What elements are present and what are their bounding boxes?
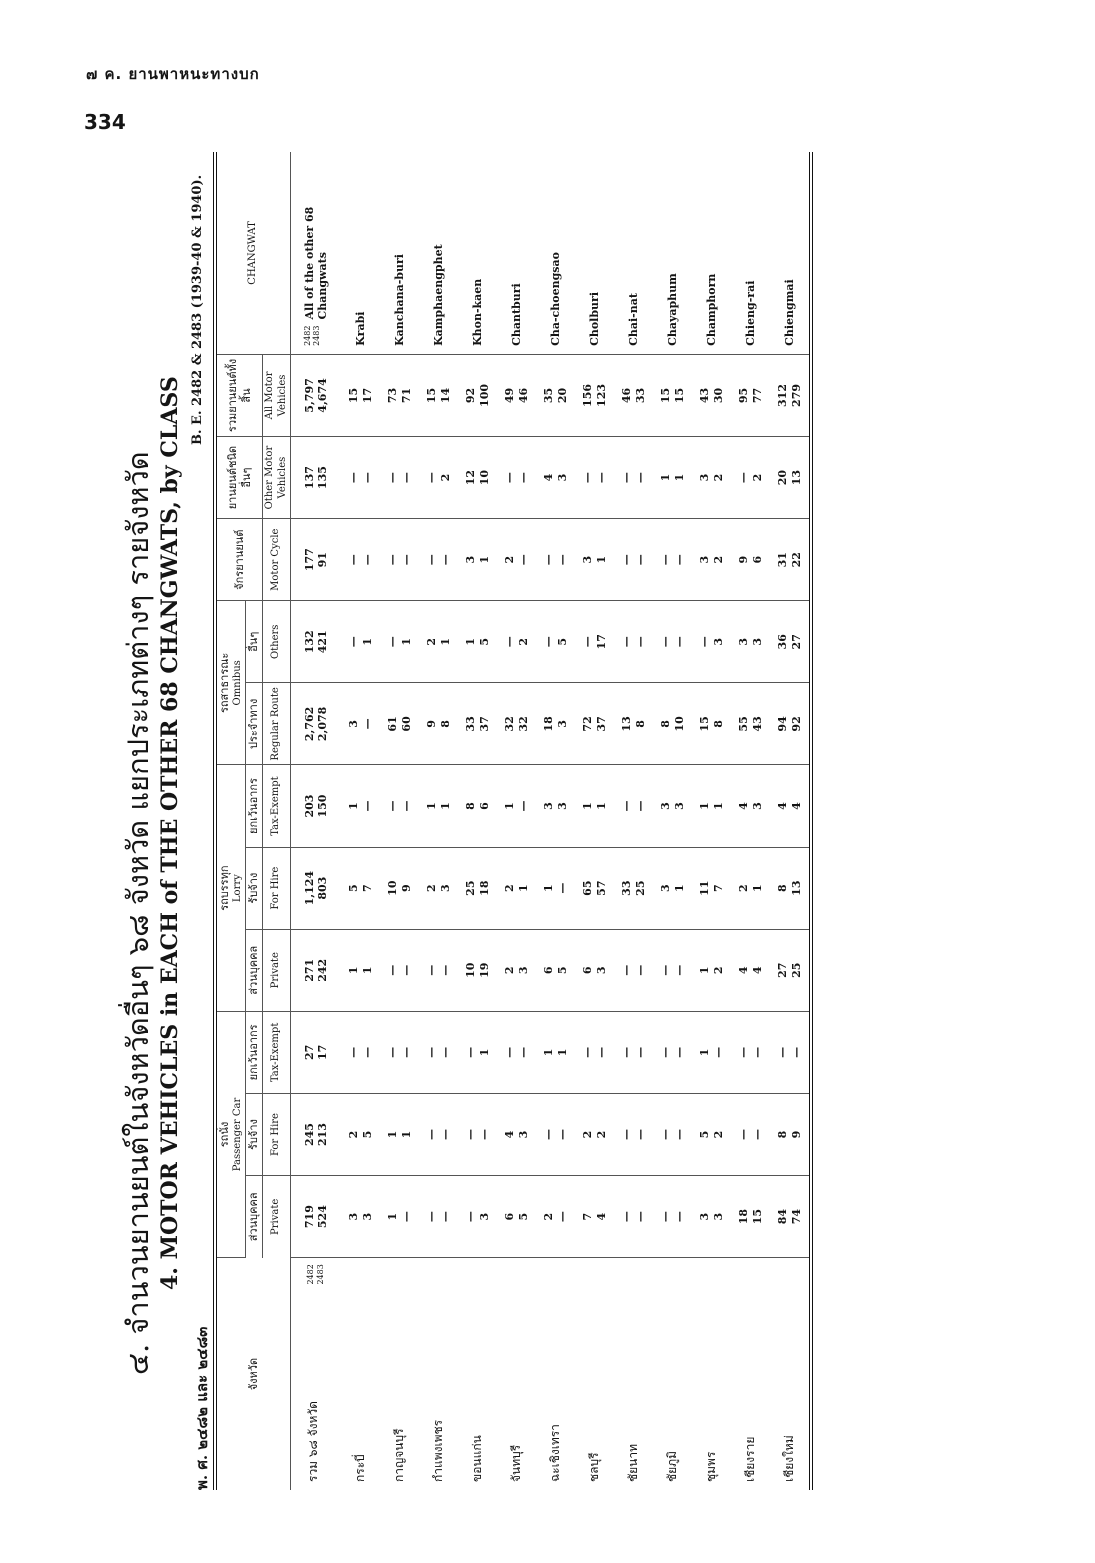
header-lorry: รถบรรทุก Lorry	[215, 765, 246, 1011]
header-other-motor-english: Other Motor Vehicles	[263, 437, 291, 519]
value-cell: 15 17	[341, 354, 380, 436]
value-cell: — —	[614, 1011, 653, 1093]
value-cell: — —	[536, 519, 575, 601]
value-cell: — —	[458, 1093, 497, 1175]
value-cell: 46 33	[614, 354, 653, 436]
value-cell: — —	[575, 1011, 614, 1093]
header-pc-for-hire-english: For Hire	[263, 1093, 291, 1175]
changwat-thai: กำแพงเพชร	[431, 1419, 446, 1482]
value-cell: 1,124 803	[291, 847, 342, 929]
value-cell: 8 6	[458, 765, 497, 847]
changwat-english: Kamphaengphet	[419, 152, 458, 354]
value-cell: 33 25	[614, 847, 653, 929]
value-cell: 4 3	[731, 765, 770, 847]
page-number: 334	[84, 110, 126, 134]
changwat-english: Chiengmai	[770, 152, 811, 354]
value-cell: 4 4	[770, 765, 811, 847]
value-cell: 5 7	[341, 847, 380, 929]
value-cell: 55 43	[731, 683, 770, 765]
value-cell: — —	[614, 1093, 653, 1175]
value-cell: — —	[536, 1093, 575, 1175]
value-cell: 20 13	[770, 437, 811, 519]
header-all-motor-english: All Motor Vehicles	[263, 354, 291, 436]
value-cell: — —	[653, 519, 692, 601]
value-cell: — 1	[458, 1011, 497, 1093]
header-lorry-tax-exempt-english: Tax-Exempt	[263, 765, 291, 847]
value-cell: 2 5	[341, 1093, 380, 1175]
header-pc-tax-exempt-english: Tax-Exempt	[263, 1011, 291, 1093]
header-others-thai: อื่นๆ	[246, 601, 263, 683]
value-cell: 25 18	[458, 847, 497, 929]
value-cell: 3 —	[341, 683, 380, 765]
value-cell: 1 1	[419, 765, 458, 847]
table-row	[458, 152, 497, 1490]
header-pc-for-hire-thai: รับจ้าง	[246, 1093, 263, 1175]
value-cell: 177 91	[291, 519, 342, 601]
rotated-table-page	[115, 150, 975, 1490]
value-cell: 2 1	[419, 601, 458, 683]
value-cell: — —	[614, 437, 653, 519]
value-cell: 1 2	[692, 929, 731, 1011]
value-cell: 132 421	[291, 601, 342, 683]
value-cell: 95 77	[731, 354, 770, 436]
changwat-thai: กาญจนบุรี	[392, 1428, 407, 1482]
value-cell: 6 5	[536, 929, 575, 1011]
header-changwat-english: CHANGWAT	[215, 152, 291, 354]
changwat-thai: ชัยภูมิ	[665, 1451, 680, 1482]
changwat-english: Cholburi	[575, 152, 614, 354]
header-motor-cycle-thai: จักรยานยนต์	[215, 519, 263, 601]
value-cell: — —	[341, 1011, 380, 1093]
value-cell: 92 100	[458, 354, 497, 436]
value-cell: — —	[653, 1011, 692, 1093]
value-cell: 156 123	[575, 354, 614, 436]
value-cell: 18 3	[536, 683, 575, 765]
value-cell: — —	[380, 929, 419, 1011]
changwat-thai: ชัยนาท	[626, 1443, 641, 1482]
changwat-english: Cha-choengsao	[536, 152, 575, 354]
value-cell: 271 242	[291, 929, 342, 1011]
value-cell: — —	[341, 519, 380, 601]
table-row	[653, 152, 692, 1490]
value-cell: 9 8	[419, 683, 458, 765]
value-cell: 13 8	[614, 683, 653, 765]
changwat-english: Chai-nat	[614, 152, 653, 354]
table-row	[770, 152, 811, 1490]
running-head: ๗ ค. ยานพาหนะทางบก	[86, 65, 260, 83]
header-pc-private-english: Private	[263, 1176, 291, 1258]
value-cell: — 2	[419, 437, 458, 519]
value-cell: 15 15	[653, 354, 692, 436]
header-all-motor-thai: รวมยานยนต์ทั้งสิ้น	[215, 354, 263, 436]
value-cell: 2,762 2,078	[291, 683, 342, 765]
header-regular-route-thai: ประจำทาง	[246, 683, 263, 765]
value-cell: 35 20	[536, 354, 575, 436]
period-english: B. E. 2482 & 2483 (1939-40 & 1940).	[190, 174, 205, 445]
value-cell: 203 150	[291, 765, 342, 847]
value-cell: — —	[614, 519, 653, 601]
changwat-english: Champhorn	[692, 152, 731, 354]
changwat-thai: เชียงราย	[743, 1436, 758, 1482]
value-cell: 4 4	[731, 929, 770, 1011]
value-cell: 32 32	[497, 683, 536, 765]
value-cell: 1 1	[692, 765, 731, 847]
changwat-thai: ขอนแก่น	[470, 1435, 485, 1482]
value-cell: — 1	[380, 601, 419, 683]
value-cell: — —	[419, 1176, 458, 1258]
value-cell: 6 5	[497, 1176, 536, 1258]
value-cell: — —	[419, 1093, 458, 1175]
changwat-thai: กระบี่	[353, 1454, 368, 1482]
changwat-english: Khon-kaen	[458, 152, 497, 354]
value-cell: 84 74	[770, 1176, 811, 1258]
table-row	[575, 152, 614, 1490]
header-passenger-car: รถนั่ง Passenger Car	[215, 1011, 246, 1257]
table-row	[614, 152, 653, 1490]
value-cell: 8 9	[770, 1093, 811, 1175]
value-cell: 7 4	[575, 1176, 614, 1258]
value-cell: 4 3	[536, 437, 575, 519]
table-body	[291, 152, 812, 1490]
value-cell: — —	[731, 1011, 770, 1093]
table-row	[380, 152, 419, 1490]
value-cell: 1 1	[536, 1011, 575, 1093]
value-cell: — 1	[341, 601, 380, 683]
header-pc-private-thai: ส่วนบุคคล	[246, 1176, 263, 1258]
value-cell: — —	[614, 765, 653, 847]
value-cell: 18 15	[731, 1176, 770, 1258]
value-cell: — —	[497, 437, 536, 519]
value-cell: 61 60	[380, 683, 419, 765]
header-lorry-for-hire-thai: รับจ้าง	[246, 847, 263, 929]
value-cell: — —	[614, 1176, 653, 1258]
value-cell: — —	[419, 1011, 458, 1093]
period-thai: พ. ศ. ๒๔๘๒ และ ๒๔๘๓	[193, 1326, 211, 1490]
value-cell: 65 57	[575, 847, 614, 929]
changwat-thai: เชียงใหม่	[782, 1435, 797, 1482]
value-cell: — —	[653, 1093, 692, 1175]
value-cell: 73 71	[380, 354, 419, 436]
changwat-english: Krabi	[341, 152, 380, 354]
value-cell: 3 1	[458, 519, 497, 601]
value-cell: — —	[380, 519, 419, 601]
value-cell: — —	[419, 929, 458, 1011]
value-cell: 137 135	[291, 437, 342, 519]
changwat-thai: รวม ๖๘ จังหวัด 2482 2483	[306, 1264, 325, 1482]
value-cell: 3 3	[653, 765, 692, 847]
changwat-thai: จันทบุรี	[509, 1444, 524, 1482]
value-cell: 719 524	[291, 1176, 342, 1258]
value-cell: — —	[731, 1093, 770, 1175]
value-cell: — —	[419, 519, 458, 601]
changwat-thai: ชุมพร	[704, 1451, 719, 1482]
header-lorry-private-thai: ส่วนบุคคล	[246, 929, 263, 1011]
value-cell: 2 1	[497, 847, 536, 929]
changwat-thai: ฉะเชิงเทรา	[548, 1424, 563, 1482]
header-lorry-private-english: Private	[263, 929, 291, 1011]
value-cell: 94 92	[770, 683, 811, 765]
value-cell: 33 37	[458, 683, 497, 765]
header-motor-cycle-english: Motor Cycle	[263, 519, 291, 601]
value-cell: 1 —	[497, 765, 536, 847]
value-cell: — —	[380, 765, 419, 847]
value-cell: 72 37	[575, 683, 614, 765]
value-cell: — —	[497, 1011, 536, 1093]
value-cell: 8 10	[653, 683, 692, 765]
header-lorry-for-hire-english: For Hire	[263, 847, 291, 929]
value-cell: 3 1	[575, 519, 614, 601]
value-cell: 12 10	[458, 437, 497, 519]
value-cell: 8 13	[770, 847, 811, 929]
value-cell: — —	[341, 437, 380, 519]
table-row	[341, 152, 380, 1490]
value-cell: 5,797 4,674	[291, 354, 342, 436]
table-row	[291, 152, 342, 1490]
value-cell: — 5	[536, 601, 575, 683]
value-cell: — —	[575, 437, 614, 519]
table-row	[419, 152, 458, 1490]
value-cell: 1 1	[575, 765, 614, 847]
header-others-english: Others	[263, 601, 291, 683]
value-cell: 10 19	[458, 929, 497, 1011]
value-cell: — 3	[692, 601, 731, 683]
value-cell: 3 2	[692, 437, 731, 519]
value-cell: 31 22	[770, 519, 811, 601]
header-lorry-tax-exempt-thai: ยกเว้นอากร	[246, 765, 263, 847]
year-labels: 2482 2483	[302, 325, 322, 346]
changwat-english: Chayaphum	[653, 152, 692, 354]
value-cell: 11 7	[692, 847, 731, 929]
value-cell: 2 1	[731, 847, 770, 929]
motor-vehicles-table	[213, 152, 813, 1490]
value-cell: 3 3	[692, 1176, 731, 1258]
value-cell: — —	[653, 1176, 692, 1258]
value-cell: — 2	[497, 601, 536, 683]
value-cell: 15 8	[692, 683, 731, 765]
header-changwat-thai: จังหวัด	[215, 1258, 291, 1490]
value-cell: — —	[653, 929, 692, 1011]
value-cell: 3 3	[536, 765, 575, 847]
year-labels: 2482 2483	[306, 1264, 325, 1285]
table-row	[497, 152, 536, 1490]
table-title-english: 4. MOTOR VEHICLES in EACH of THE OTHER 68 CHANGWATS, by CLASS	[157, 376, 183, 1290]
value-cell: 15 14	[419, 354, 458, 436]
value-cell: 245 213	[291, 1093, 342, 1175]
value-cell: — —	[614, 929, 653, 1011]
header-regular-route-english: Regular Route	[263, 683, 291, 765]
value-cell: — —	[653, 601, 692, 683]
value-cell: — 3	[458, 1176, 497, 1258]
value-cell: 1 —	[380, 1176, 419, 1258]
table-row	[692, 152, 731, 1490]
value-cell: — 17	[575, 601, 614, 683]
value-cell: 36 27	[770, 601, 811, 683]
value-cell: 10 9	[380, 847, 419, 929]
value-cell: 3 2	[692, 519, 731, 601]
value-cell: — —	[770, 1011, 811, 1093]
header-other-motor-thai: ยานยนต์ชนิดอื่นๆ	[215, 437, 263, 519]
changwat-english: Chantburi	[497, 152, 536, 354]
value-cell: 27 17	[291, 1011, 342, 1093]
value-cell: 5 2	[692, 1093, 731, 1175]
value-cell: 27 25	[770, 929, 811, 1011]
value-cell: 1 1	[653, 437, 692, 519]
value-cell: 3 3	[341, 1176, 380, 1258]
value-cell: — —	[380, 1011, 419, 1093]
table-row	[731, 152, 770, 1490]
value-cell: 9 6	[731, 519, 770, 601]
value-cell: — —	[380, 437, 419, 519]
header-omnibus: รถสาธารณะ Omnibus	[215, 601, 246, 765]
value-cell: 1 1	[380, 1093, 419, 1175]
value-cell: 312 279	[770, 354, 811, 436]
value-cell: 2 2	[575, 1093, 614, 1175]
changwat-english: Chieng-rai	[731, 152, 770, 354]
header-pc-tax-exempt-thai: ยกเว้นอากร	[246, 1011, 263, 1093]
value-cell: 6 3	[575, 929, 614, 1011]
value-cell: 43 30	[692, 354, 731, 436]
table-title-thai: ๔. จำนวนยานยนต์ในจังหวัดอื่นๆ ๖๘ จังหวัด แยกประเภทต่างๆ รายจังหวัด	[121, 451, 155, 1375]
value-cell: 1 —	[692, 1011, 731, 1093]
value-cell: — —	[614, 601, 653, 683]
value-cell: 2 —	[497, 519, 536, 601]
table-row	[536, 152, 575, 1490]
value-cell: 1 —	[536, 847, 575, 929]
changwat-thai: ชลบุรี	[587, 1452, 602, 1482]
value-cell: 4 3	[497, 1093, 536, 1175]
value-cell: 2 3	[419, 847, 458, 929]
value-cell: 3 3	[731, 601, 770, 683]
value-cell: 1 —	[341, 765, 380, 847]
changwat-english: Kanchana-buri	[380, 152, 419, 354]
value-cell: 2 —	[536, 1176, 575, 1258]
value-cell: 1 5	[458, 601, 497, 683]
value-cell: 3 1	[653, 847, 692, 929]
value-cell: 49 46	[497, 354, 536, 436]
value-cell: 1 1	[341, 929, 380, 1011]
value-cell: 2 3	[497, 929, 536, 1011]
value-cell: — 2	[731, 437, 770, 519]
changwat-english: 2482 2483 All of the other 68 Changwats	[291, 152, 342, 354]
